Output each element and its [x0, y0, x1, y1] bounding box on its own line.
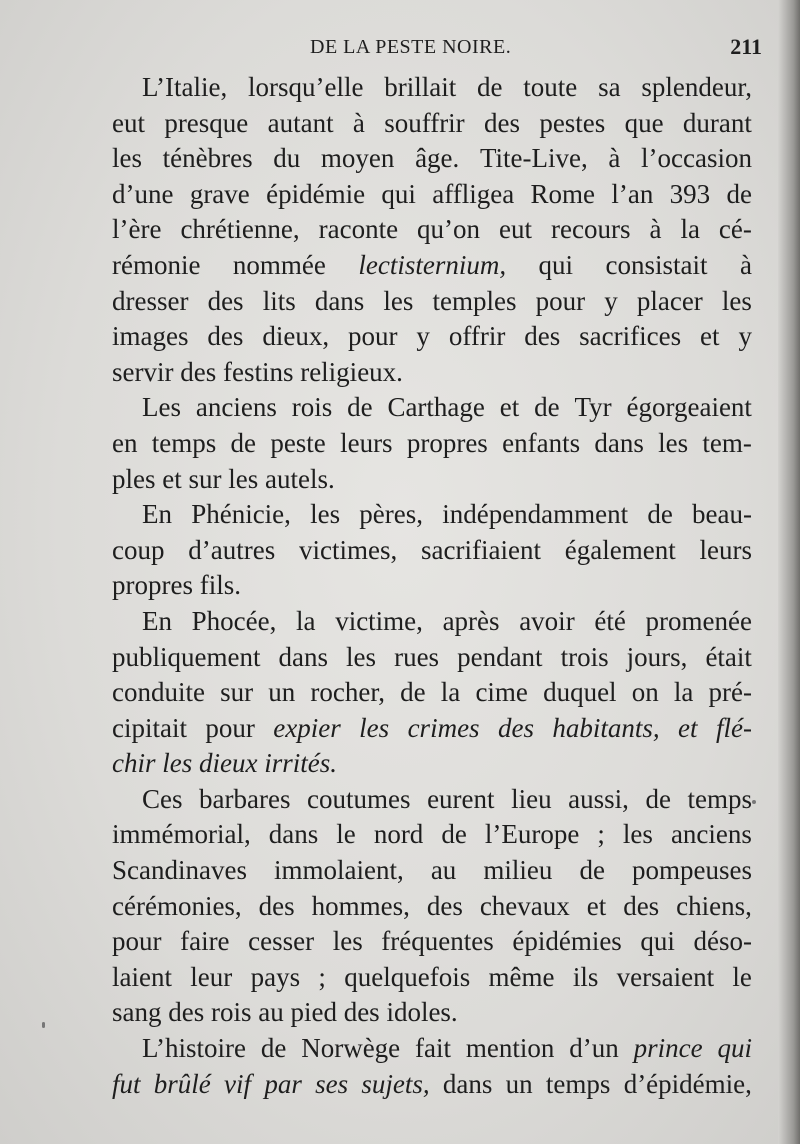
- word: En: [142, 499, 172, 530]
- word: Ces: [142, 783, 183, 814]
- text-line: [112, 106, 752, 142]
- word: à: [352, 107, 365, 138]
- paper-speck: [752, 800, 756, 804]
- word: la: [673, 677, 694, 708]
- word: le: [336, 819, 356, 850]
- text-line: [112, 355, 752, 391]
- word: pendant: [457, 641, 543, 672]
- word: la: [296, 605, 316, 636]
- word: raconte: [318, 214, 399, 245]
- text-line: [112, 889, 752, 925]
- word: épidémie: [266, 178, 366, 209]
- word: de: [534, 392, 560, 423]
- word: nommée: [232, 249, 326, 280]
- word: anciens: [195, 392, 277, 423]
- word: d’une: [112, 178, 174, 209]
- word: de: [260, 1033, 287, 1064]
- paragraph: [112, 70, 752, 390]
- word: immémorial,: [112, 819, 251, 850]
- word: Les: [142, 392, 181, 423]
- text-run: propres fils.: [112, 570, 241, 601]
- text-line: [112, 177, 752, 213]
- word: mention: [465, 1033, 555, 1064]
- word: en: [112, 427, 138, 458]
- word: également: [564, 534, 676, 565]
- word: Carthage: [387, 392, 485, 423]
- text-line: [112, 746, 752, 782]
- word: grave: [189, 178, 250, 209]
- word: et: [586, 890, 607, 921]
- text-line: [112, 212, 752, 248]
- word: pour: [535, 285, 586, 316]
- word: de: [400, 677, 426, 708]
- word: des: [524, 321, 561, 352]
- word: la: [680, 214, 700, 245]
- word: et: [700, 321, 720, 352]
- word: eut: [112, 107, 145, 138]
- word: y: [416, 321, 430, 352]
- italic-word: flé-: [715, 712, 752, 743]
- word: fréquentes: [381, 926, 494, 957]
- word: tem-: [702, 427, 752, 458]
- word: dans: [278, 641, 329, 672]
- text-line: [112, 390, 752, 426]
- word: qui: [381, 178, 416, 209]
- page-number: 211: [730, 34, 762, 59]
- word: promenée: [645, 605, 752, 636]
- word: le: [732, 961, 752, 992]
- word: leurs: [699, 534, 752, 565]
- word: pour: [205, 712, 255, 743]
- paragraph: [112, 782, 752, 1031]
- word: moyen: [320, 143, 395, 174]
- word: cé-: [718, 214, 752, 245]
- word: l’occasion: [641, 143, 752, 174]
- italic-word: fut: [112, 1068, 141, 1099]
- word: trois: [560, 641, 609, 672]
- word: l’ère: [112, 214, 162, 245]
- word: à: [649, 214, 662, 245]
- word: l’Europe: [484, 819, 580, 850]
- word: on: [631, 677, 659, 708]
- word: consistait: [605, 249, 708, 280]
- word: des: [426, 890, 463, 921]
- word: des: [258, 890, 295, 921]
- word: En: [142, 605, 172, 636]
- word: pré-: [708, 677, 752, 708]
- text-line: [112, 640, 752, 676]
- word: l’an: [611, 178, 654, 209]
- word: publiquement: [112, 641, 261, 672]
- paper-speck: [42, 1022, 45, 1028]
- word: pestes: [539, 107, 606, 138]
- text-line: [112, 248, 752, 284]
- italic-word: ses: [315, 1068, 349, 1099]
- text-line: [112, 1067, 752, 1103]
- word: âge.: [415, 143, 460, 174]
- word: sacrifiaient: [421, 534, 541, 565]
- italic-word: expier: [273, 712, 341, 743]
- text-line: [112, 995, 752, 1031]
- word: temps: [151, 427, 217, 458]
- word: avoir: [519, 605, 575, 636]
- italic-word: habitants,: [552, 712, 660, 743]
- text-line: [112, 533, 752, 569]
- word: un: [268, 677, 296, 708]
- word: Norwège: [301, 1033, 401, 1064]
- word: égorgeaient: [626, 392, 752, 423]
- word: dresser: [112, 285, 189, 316]
- word: milieu: [483, 855, 553, 886]
- word: ils: [572, 961, 599, 992]
- word: pères,: [359, 499, 424, 530]
- word: pompeuses: [631, 855, 752, 886]
- word: faire: [180, 926, 230, 957]
- word: hommes,: [311, 890, 410, 921]
- word: les: [383, 285, 414, 316]
- paragraph: [112, 390, 752, 497]
- word: d’un: [569, 1033, 619, 1064]
- word: cérémonies,: [112, 890, 242, 921]
- word: Phocée,: [191, 605, 277, 636]
- word: qui: [538, 249, 574, 280]
- word: dieux,: [262, 321, 330, 352]
- paragraph: [112, 604, 752, 782]
- word: la: [440, 677, 461, 708]
- word: du: [273, 143, 301, 174]
- word: barbares: [199, 783, 291, 814]
- word: durant: [682, 107, 752, 138]
- word: Scandinaves: [112, 855, 247, 886]
- text-line: [112, 604, 752, 640]
- word: coutumes: [307, 783, 411, 814]
- word: de: [579, 855, 605, 886]
- word: chrétienne,: [180, 214, 300, 245]
- word: recours: [551, 214, 631, 245]
- word: placer: [636, 285, 703, 316]
- word: eut: [499, 214, 533, 245]
- italic-word: crimes: [407, 712, 480, 743]
- word: dans: [442, 1068, 493, 1099]
- word: autant: [267, 107, 334, 138]
- word: eurent: [427, 783, 495, 814]
- word: lieu: [511, 783, 552, 814]
- word: ténèbres: [162, 143, 253, 174]
- word: lorsqu’elle: [248, 72, 364, 102]
- word: aussi,: [568, 783, 629, 814]
- paragraph: [112, 1031, 752, 1102]
- word: que: [624, 107, 664, 138]
- italic-word: lectisternium,: [358, 249, 507, 280]
- text-line: [112, 497, 752, 533]
- word: dans: [314, 285, 365, 316]
- word: immolaient,: [274, 855, 404, 886]
- word: d’autres: [188, 534, 276, 565]
- word: été: [594, 605, 626, 636]
- word: brillait: [384, 72, 457, 102]
- word: lits: [262, 285, 296, 316]
- word: jours,: [626, 641, 688, 672]
- word: après: [442, 605, 500, 636]
- word: de: [647, 499, 673, 530]
- word: chiens,: [676, 890, 752, 921]
- word: L’Italie,: [142, 72, 228, 102]
- word: épidémies: [512, 926, 622, 957]
- italic-word: brûlé: [153, 1068, 211, 1099]
- word: Tyr: [574, 392, 612, 423]
- word: sur: [220, 677, 254, 708]
- text-line: [112, 675, 752, 711]
- word: à: [608, 143, 621, 174]
- word: pour: [348, 321, 398, 352]
- word: de: [477, 72, 503, 102]
- word: peste: [270, 427, 326, 458]
- body-text: [112, 70, 752, 1102]
- text-line: [112, 711, 752, 747]
- word: les: [622, 819, 653, 850]
- word: sa: [598, 72, 621, 102]
- italic-text: chir les dieux irrités.: [112, 748, 337, 779]
- italic-word: les: [359, 712, 390, 743]
- word: de: [441, 819, 467, 850]
- word: rois: [291, 392, 333, 423]
- word: presque: [164, 107, 249, 138]
- word: L’histoire: [142, 1033, 246, 1064]
- running-header: [110, 36, 770, 66]
- text-line: [112, 70, 752, 106]
- italic-word: sujets,: [361, 1068, 430, 1099]
- word: d’épidémie,: [623, 1068, 752, 1099]
- word: duquel: [543, 677, 617, 708]
- italic-word: et: [678, 712, 698, 743]
- text-line: [112, 462, 752, 498]
- word: nord: [373, 819, 424, 850]
- italic-word: prince: [633, 1033, 703, 1064]
- word: des: [623, 890, 660, 921]
- word: chevaux: [479, 890, 570, 921]
- word: pays: [250, 961, 301, 992]
- text-run: ples et sur les autels.: [112, 463, 335, 494]
- word: ;: [597, 819, 605, 850]
- word: de: [726, 178, 752, 209]
- italic-word: par: [264, 1068, 302, 1099]
- word: souffrir: [384, 107, 465, 138]
- word: des: [207, 321, 244, 352]
- word: enfants: [502, 427, 581, 458]
- text-run: sang des rois au pied des idoles.: [112, 997, 458, 1028]
- text-line: [112, 817, 752, 853]
- word: coup: [112, 534, 165, 565]
- word: sacrifices: [579, 321, 682, 352]
- word: quelquefois: [344, 961, 471, 992]
- word: même: [488, 961, 555, 992]
- word: temples: [432, 285, 517, 316]
- word: les: [346, 641, 377, 672]
- word: qu’on: [417, 214, 481, 245]
- word: de: [645, 783, 671, 814]
- paragraph: [112, 497, 752, 604]
- word: temps: [545, 1068, 611, 1099]
- text-line: [112, 924, 752, 960]
- word: de: [347, 392, 373, 423]
- running-title: DE LA PESTE NOIRE.: [310, 36, 512, 58]
- word: victimes,: [299, 534, 398, 565]
- word: les: [721, 285, 752, 316]
- word: déso-: [693, 926, 752, 957]
- word: les: [112, 143, 142, 174]
- word: images: [112, 321, 189, 352]
- word: rémonie: [112, 249, 201, 280]
- word: pour: [112, 926, 162, 957]
- word: Tite-Live,: [479, 143, 588, 174]
- word: offrir: [448, 321, 506, 352]
- word: des: [207, 285, 244, 316]
- word: au: [430, 855, 457, 886]
- word: fait: [415, 1033, 452, 1064]
- word: anciens: [670, 819, 752, 850]
- word: victime,: [335, 605, 423, 636]
- text-line: [112, 960, 752, 996]
- word: Rome: [530, 178, 596, 209]
- word: affligea: [432, 178, 515, 209]
- text-line: [112, 426, 752, 462]
- word: dans: [268, 819, 319, 850]
- word: cesser: [248, 926, 315, 957]
- text-line: [112, 782, 752, 818]
- word: splendeur,: [641, 72, 752, 102]
- italic-word: des: [497, 712, 534, 743]
- word: temps: [687, 783, 752, 814]
- word: versaient: [616, 961, 715, 992]
- word: indépendamment: [442, 499, 629, 530]
- word: un: [505, 1068, 533, 1099]
- word: y: [604, 285, 618, 316]
- word: les: [658, 427, 689, 458]
- word: leur: [190, 961, 233, 992]
- word: et: [499, 392, 520, 423]
- text-line: [112, 319, 752, 355]
- word: laient: [112, 961, 172, 992]
- word: Phénicie,: [191, 499, 291, 530]
- word: les: [310, 499, 341, 530]
- word: des: [484, 107, 520, 138]
- word: de: [230, 427, 257, 458]
- italic-word: qui: [717, 1033, 752, 1064]
- text-line: [112, 284, 752, 320]
- word: à: [739, 249, 752, 280]
- word: rocher,: [310, 677, 386, 708]
- word: les: [332, 926, 363, 957]
- word: 393: [669, 178, 711, 209]
- word: cime: [475, 677, 528, 708]
- word: beau-: [692, 499, 752, 530]
- word: cipitait: [112, 712, 187, 743]
- word: toute: [523, 72, 578, 102]
- word: propres: [406, 427, 488, 458]
- word: ;: [318, 961, 326, 992]
- text-line: [112, 141, 752, 177]
- word: conduite: [112, 677, 205, 708]
- word: y: [738, 321, 752, 352]
- word: dans: [594, 427, 644, 458]
- word: rues: [394, 641, 440, 672]
- text-line: [112, 1031, 752, 1067]
- text-line: [112, 568, 752, 604]
- word: qui: [640, 926, 675, 957]
- word: était: [705, 641, 752, 672]
- italic-word: vif: [224, 1068, 252, 1099]
- word: leurs: [340, 427, 393, 458]
- book-spine-shadow: [778, 0, 800, 1144]
- text-run: servir des festins religieux.: [112, 356, 403, 387]
- text-line: [112, 853, 752, 889]
